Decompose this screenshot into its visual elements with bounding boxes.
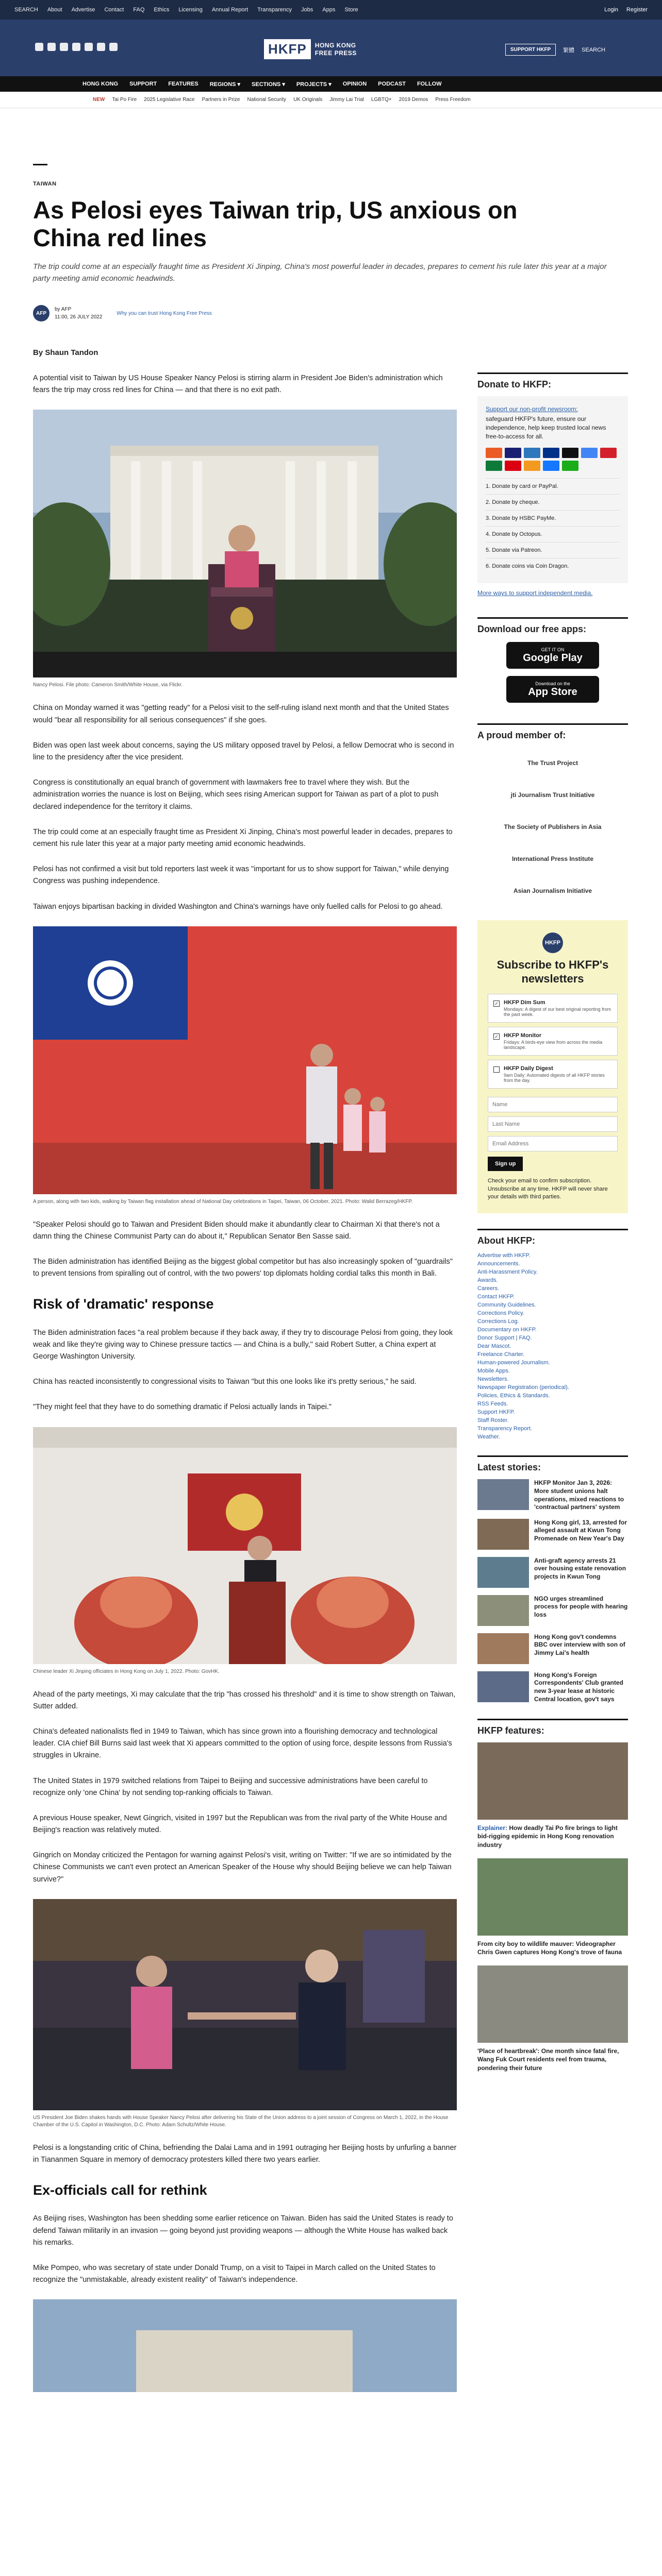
about-link[interactable]: Weather. [477,1434,500,1440]
about-link[interactable]: Community Guidelines. [477,1302,536,1309]
newsletter-option-title: HKFP Daily Digest [504,1065,553,1072]
newsletter-option[interactable] [488,1060,618,1089]
youtube-icon[interactable] [72,43,80,51]
nav-regions[interactable]: REGIONS ▾ [209,81,241,88]
amex-icon [524,448,540,458]
section-heading: Ex-officials call for rethink [33,2182,207,2198]
about-link[interactable]: Dear Mascot. [477,1343,511,1350]
trending-link[interactable]: Press Freedom [435,97,471,103]
story-title[interactable]: NGO urges streamlined process for people with hearing loss [534,1595,628,1618]
newsletter-note: Check your email to confirm subscription. Unsubscribe at any time. HKFP will never share your details with third parties. [488,1178,608,1200]
biden-pelosi-photo [33,1899,457,2110]
rss-icon[interactable] [109,43,118,51]
article-paragraph: Congress is constitutionally an equal branch of government with lawmakers free to travel where they wish. But the administration worries the nuance is lost on Beijing, which sees rising American support for Taiwan as part of a plot to push declared independence for the territory it claims. [33,778,439,811]
article-headline: As Pelosi eyes Taiwan trip, US anxious on China red lines [33,196,518,252]
donate-options [486,478,620,574]
member-logos [477,747,628,907]
about-link[interactable]: Advertise with HKFP. [477,1252,531,1259]
about-links [477,1252,628,1440]
donate-option[interactable]: 5. Donate via Patreon. [486,542,620,558]
story-title[interactable]: Hong Kong girl, 13, arrested for alleged assault at Kwun Tong Promenade on New Year's Day [534,1518,627,1542]
payment-methods [486,448,620,471]
article-paragraph: "They might feel that they have to do something dramatic if Pelosi actually lands in Taipei." [33,1403,332,1412]
util-contact-link[interactable]: Contact [104,7,124,13]
story-title[interactable]: Anti-graft agency arrests 21 over housing estate renovation projects in Kwun Tong [534,1556,626,1580]
donate-heading: Donate to HKFP: [477,372,628,390]
wechat-pay-icon [562,461,578,471]
about-link[interactable]: Donor Support | FAQ. [477,1335,532,1342]
about-link[interactable]: Freelance Charter. [477,1351,525,1358]
new-badge: NEW [93,97,105,103]
main-nav [0,76,662,92]
social-links [35,43,118,51]
donate-option[interactable]: 6. Donate coins via Coin Dragon. [486,558,620,574]
about-link[interactable]: Announcements. [477,1261,520,1267]
about-link[interactable]: Newsletters. [477,1376,509,1383]
newsletter-option-desc: Fridays: A birds-eye view from across the media landscape. [504,1040,603,1050]
feature-title[interactable]: 'Place of heartbreak': One month since fatal fire, Wang Fuk Court residents reel from trauma, pondering their future [477,2047,619,2072]
apps-heading: Download our free apps: [477,617,628,635]
byline-source[interactable]: by AFP [55,307,72,313]
linkedin-icon[interactable] [85,43,93,51]
about-link[interactable]: Policies, Ethics & Standards. [477,1393,550,1399]
photo-caption: Nancy Pelosi. File photo: Cameron Smith/White House, via Flickr. [33,682,183,688]
feature-image [477,1858,628,1936]
feature-card[interactable] [477,1858,628,1956]
feature-card[interactable] [477,1965,628,2072]
features-heading: HKFP features: [477,1719,628,1736]
article-paragraph: Pelosi is a longstanding critic of China, befriending the Dalai Lama and in 1991 outraging her Beijing hosts by unfurling a banner in Tiananmen Square in memory of democracy protesters killed there two years earlier. [33,2143,457,2164]
paypal-icon [543,448,559,458]
article-standfirst: The trip could come at an especially fraught time as President Xi Jinping, China's most powerful leader in decades, prepares to cement his rule later this year at a major party meeting amid economic headwinds. [33,262,607,283]
trending-link[interactable]: LGBTQ+ [371,97,392,103]
trust-link[interactable]: Why you can trust Hong Kong Free Press [117,310,212,316]
google-play-button[interactable] [506,642,599,669]
alipay-icon [543,461,559,471]
feature-title[interactable]: From city boy to wildlife mauver: Videographer Chris Gwen captures Hong Kong's trove of fauna [477,1940,622,1956]
latest-list [477,1479,628,1703]
newsletter-title: Subscribe to HKFP's newsletters [496,958,609,985]
article-paragraph: Ahead of the party meetings, Xi may calculate that the trip "has crossed his threshold" and it is time to show strength on Taiwan, Sutter added. [33,1690,456,1710]
nav-podcast[interactable]: PODCAST [378,81,406,87]
google-play-label: Google Play [523,652,583,664]
story-thumbnail [477,1595,529,1626]
trending-link[interactable]: UK Originals [293,97,323,103]
trending-link[interactable]: 2025 Legislative Race [144,97,195,103]
story-thumbnail [477,1479,529,1510]
twitter-icon[interactable] [47,43,56,51]
category-kicker[interactable]: TAIWAN [33,181,57,187]
last-name-input[interactable] [488,1116,618,1132]
instagram-icon[interactable] [60,43,68,51]
member-logo[interactable]: jti Journalism Trust Initiative [510,791,595,799]
story-title[interactable]: Hong Kong's Foreign Correspondents' Club granted new 3-year lease at historic Central location, gov't says [534,1671,623,1703]
util-advertise-link[interactable]: Advertise [71,7,95,13]
latest-story[interactable] [477,1671,628,1703]
nav-projects[interactable]: PROJECTS ▾ [296,81,332,88]
article-paragraph: Mike Pompeo, who was secretary of state under Donald Trump, on a visit to Taipei in March called on the United States to recognize the "unmistakable, already existent reality" of Taiwan's independence. [33,2263,436,2284]
util-search-link[interactable]: SEARCH [14,7,38,13]
newsletter-option[interactable] [488,1027,618,1056]
article-paragraph: Pelosi has not confirmed a visit but told reporters last week it was "important for us to show support for Taiwan," while denying Congress was pushing independence. [33,865,449,886]
newsletter-option-title: HKFP Dim Sum [504,999,545,1006]
trending-link[interactable]: Tai Po Fire [112,97,137,103]
feature-image [477,1742,628,1820]
donate-option[interactable]: 4. Donate by Octopus. [486,526,620,542]
story-thumbnail [477,1557,529,1588]
about-link[interactable]: Corrections Log. [477,1318,519,1325]
article-paragraph: As Beijing rises, Washington has been shedding some earlier reticence on Taiwan. Biden has said the United States is ready to defend Taiwan militarily in an invasion — going beyond just providing weapons — although the White House has walked back his remarks. [33,2214,453,2247]
donate-box [477,396,628,583]
publish-date: 11:00, 26 JULY 2022 [55,314,103,320]
register-link[interactable]: Register [626,7,648,13]
about-link[interactable]: RSS Feeds. [477,1401,508,1408]
login-link[interactable]: Login [604,7,619,13]
article-paragraph: Gingrich on Monday criticized the Pentagon for warning against Pelosi's visit, writing on Twitter: "If we are so intimidated by the Chinese Communists we can't even protect an American Speaker of the House why should Beijing believe we can help Taiwan survive?" [33,1851,452,1884]
first-name-input[interactable] [488,1097,618,1112]
about-link[interactable]: Human-powered Journalism. [477,1360,550,1366]
util-store-link[interactable]: Store [344,7,358,13]
byline-row [33,305,629,321]
pelosi-photo [33,410,457,677]
about-link[interactable]: Careers. [477,1285,500,1292]
unionpay-icon [600,448,617,458]
logo-line-2: FREE PRESS [315,49,357,57]
google-play-small: GET IT ON [541,647,565,652]
article-paragraph: China has reacted inconsistently to congressional visits to Taiwan "but this one looks like it's pretty serious," he said. [33,1378,417,1386]
trending-link[interactable]: National Security [247,97,287,103]
logo-line-1: HONG KONG [315,41,356,49]
article-author: By Shaun Tandon [33,348,98,358]
util-ethics-link[interactable]: Ethics [154,7,170,13]
latest-story[interactable] [477,1557,628,1588]
about-link[interactable]: Newspaper Registration (periodical). [477,1384,569,1391]
newsletter-option-title: HKFP Monitor [504,1032,542,1039]
about-link[interactable]: Anti-Harassment Policy. [477,1269,538,1276]
masthead-search-link[interactable]: SEARCH [582,46,605,53]
article-paragraph: A potential visit to Taiwan by US House Speaker Nancy Pelosi is stirring alarm in President Joe Biden's administration which fears the trip may cross red lines for China — and that there is no exit path. [33,374,443,395]
facebook-icon[interactable] [35,43,43,51]
more-ways-link[interactable]: More ways to support independent media. [477,589,593,597]
newsletter-box [477,920,628,1213]
article-body [33,372,457,2396]
util-annual-report-link[interactable]: Annual Report [211,7,249,13]
octopus-icon [524,461,540,471]
mastercard-icon [486,448,502,458]
latest-heading: Latest stories: [477,1455,628,1473]
about-heading: About HKFP: [477,1229,628,1246]
article-paragraph: The Biden administration faces "a real problem because if they back away, if they try to discourage Pelosi from going, they look weak and like they're giving way to Chinese pressure tactics — and China is a bully," said Robert Sutter, a China expert at George Washington University. [33,1328,453,1361]
taiwan-flag-photo [33,926,457,1194]
donate-option[interactable]: 1. Donate by card or PayPal. [486,478,620,494]
nav-features[interactable]: FEATURES [168,81,198,87]
app-store-label: App Store [528,686,577,698]
site-logo[interactable] [264,39,357,59]
masthead [0,20,662,76]
about-link[interactable]: Transparency Report. [477,1426,532,1432]
util-transparency-link[interactable]: Transparency [257,7,292,13]
article-paragraph: The Biden administration has identified Beijing as the biggest global competitor but has also increasingly spoken of "guardrails" to prevent tensions from spiralling out of control, with the two powers' top diplomats holding cordial talks this month in Bali. [33,1258,453,1278]
checkbox-checked[interactable]: ✓ [493,1001,500,1007]
story-title[interactable]: Hong Kong gov't condemns BBC over interview with son of Jimmy Lai's health [534,1633,625,1656]
app-store-small: Download on the [535,681,570,686]
about-link[interactable]: Awards. [477,1277,498,1284]
util-apps-link[interactable]: Apps [322,7,336,13]
photo-caption: A person, along with two kids, walking by Taiwan flag installation ahead of National Day celebrations in Taipei, Taiwan, 06 October, 2021. Photo: Walid Berrazeg/HKFP. [33,1198,413,1205]
signup-button[interactable]: Sign up [488,1157,523,1171]
member-logo[interactable]: Asian Journalism Initiative [513,887,592,895]
checkbox-checked[interactable]: ✓ [493,1033,500,1040]
language-switch[interactable]: 繁體 [563,47,575,54]
donate-option[interactable]: 2. Donate by cheque. [486,494,620,510]
section-heading: Risk of 'dramatic' response [33,1296,214,1312]
article-paragraph: The trip could come at an especially fraught time as President Xi Jinping, China's most powerful leader in decades, prepares to cement his rule later this year at a major party meeting amid economic headwinds. [33,827,453,848]
support-hkfp-button[interactable]: SUPPORT HKFP [505,44,556,56]
newsletter-option-desc: Mondays: A digest of our best original reporting from the past week. [504,1007,611,1018]
story-thumbnail [477,1633,529,1664]
photo-caption: US President Joe Biden shakes hands with House Speaker Nancy Pelosi after delivering his State of the Union address to a joint session of Congress on March 1, 2022, in the House Chamber of the U.S. Capitol in Washington, D.C. Photo: Adam Schultz/White House. [33,2114,449,2128]
util-licensing-link[interactable]: Licensing [178,7,203,13]
newsletter-option-desc: 9am Daily: Automated digests of all HKFP stories from the day. [504,1073,605,1083]
trending-link[interactable]: Jimmy Lai Trial [329,97,364,103]
nav-support[interactable]: SUPPORT [129,81,157,87]
email-icon[interactable] [97,43,105,51]
util-faq-link[interactable]: FAQ [133,7,145,13]
utility-bar [0,0,662,20]
feature-image [477,1965,628,2043]
util-jobs-link[interactable]: Jobs [301,7,313,13]
headline-rule [33,164,47,165]
member-heading: A proud member of: [477,723,628,741]
about-link[interactable]: Documentary on HKFP. [477,1327,537,1333]
trending-link[interactable]: Partners in Prize [202,97,240,103]
checkbox-unchecked[interactable] [493,1066,500,1073]
donate-description: safeguard HKFP's future, ensure our independence, help keep trusted local news free-to-access for all. [486,415,606,440]
donate-support-link[interactable]: Support our non-profit newsroom: [486,405,578,413]
googlepay-icon [581,448,598,458]
member-logo[interactable]: The Society of Publishers in Asia [504,823,602,831]
article-paragraph: Biden was open last week about concerns, saying the US military opposed travel by Pelosi, a fellow Democrat who is second in line to the presidency after the vice president. [33,741,454,762]
article-paragraph: The United States in 1979 switched relations from Taipei to Beijing and successive administrations have been careful to recognize only 'one China' by not sending top-ranking officials to Taiwan. [33,1776,428,1797]
latest-story[interactable] [477,1519,628,1550]
jcb-icon [486,461,502,471]
nav-follow[interactable]: FOLLOW [417,81,442,87]
sidebar [477,372,628,2396]
newsletter-option[interactable] [488,994,618,1023]
util-about-link[interactable]: About [47,7,62,13]
latest-story[interactable] [477,1479,628,1511]
donate-option[interactable]: 3. Donate by HSBC PayMe. [486,510,620,526]
article-photo-bottom [33,2299,457,2392]
afp-avatar: AFP [33,305,49,321]
logo-mark: HKFP [264,39,311,59]
article-paragraph: A previous House speaker, Newt Gingrich, visited in 1997 but the Republican was from the rival party of the White House and Beijing's reaction was relatively muted. [33,1814,447,1835]
feature-card[interactable] [477,1742,628,1849]
article-paragraph: China's defeated nationalists fled in 1949 to Taiwan, which has since grown into a flourishing democracy and technological leader. CIA chief Bill Burns said last week that Xi appears committed to the option of using force, despite lessons from Russia's struggles in Ukraine. [33,1727,452,1760]
feature-title[interactable]: How deadly Tai Po fire brings to light bid-rigging epidemic in Hong Kong renovation industry [477,1824,618,1849]
payme-icon [505,461,521,471]
nav-hong-kong[interactable]: HONG KONG [82,81,119,87]
app-store-button[interactable] [506,676,599,703]
article-paragraph: Taiwan enjoys bipartisan backing in divided Washington and China's warnings have only fuelled calls for Pelosi to go ahead. [33,902,443,911]
trending-bar [0,92,662,108]
article-paragraph: China on Monday warned it was "getting ready" for a Pelosi visit to the self-ruling island next month and that the United States would "bear all responsibility for all serious consequences" if she goes. [33,704,449,724]
about-link[interactable]: Contact HKFP. [477,1294,515,1300]
photo-caption: Chinese leader Xi Jinping officiates in Hong Kong on July 1, 2022. Photo: GovHK. [33,1668,220,1674]
story-thumbnail [477,1671,529,1702]
newsletter-logo: HKFP [542,933,563,953]
about-link[interactable]: Mobile Apps. [477,1368,510,1375]
latest-story[interactable] [477,1595,628,1626]
trending-link[interactable]: 2019 Demos [399,97,428,103]
email-input[interactable] [488,1136,618,1151]
story-title[interactable]: HKFP Monitor Jan 3, 2026: More student unions halt operations, mixed reactions to 'contractual partners' system [534,1479,624,1511]
nav-sections[interactable]: SECTIONS ▾ [252,81,285,88]
story-thumbnail [477,1519,529,1550]
nav-opinion[interactable]: OPINION [342,81,367,87]
visa-icon [505,448,521,458]
feature-label: Explainer: [477,1824,508,1832]
article-paragraph: "Speaker Pelosi should go to Taiwan and President Biden should make it abundantly clear to Chairman Xi that there's not a damn thing the Chinese Communist Party can do about it," Republican Senator Ben Sasse said. [33,1220,440,1241]
member-logo[interactable]: The Trust Project [527,759,578,767]
about-link[interactable]: Support HKFP. [477,1409,515,1416]
xi-jinping-photo [33,1427,457,1664]
latest-story[interactable] [477,1633,628,1664]
about-link[interactable]: Corrections Policy. [477,1310,524,1317]
member-logo[interactable]: International Press Institute [511,855,594,863]
about-link[interactable]: Staff Roster. [477,1417,509,1424]
applepay-icon [562,448,578,458]
